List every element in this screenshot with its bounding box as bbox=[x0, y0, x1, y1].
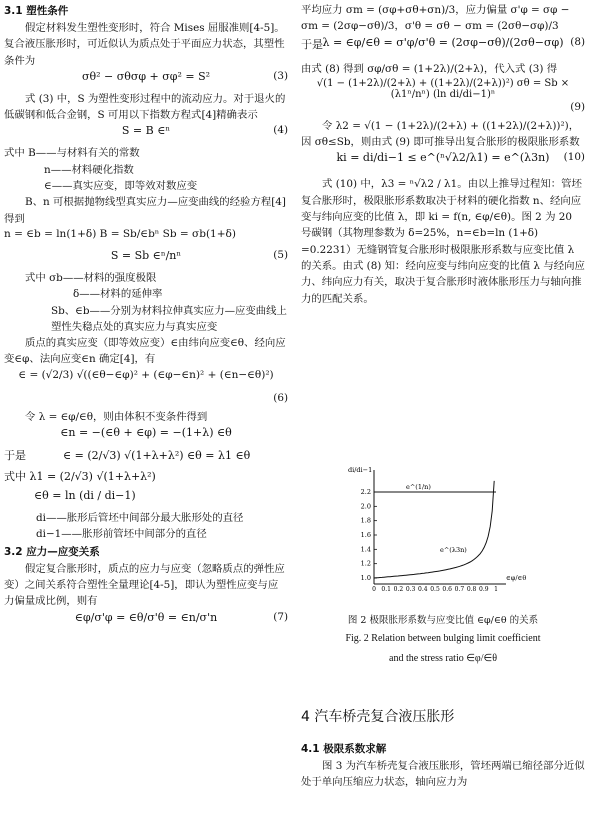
y-tick-label: 2.0 bbox=[360, 502, 371, 511]
equation-text: S = Sb ∈ⁿ/nⁿ bbox=[110, 248, 182, 262]
paragraph: 质点的真实应变（即等效应变）∈由纬向应变∈θ、经向应变∈φ、法向应变∈n 确定[4]，有 bbox=[4, 337, 286, 366]
equation-text: λ = ∈φ/∈θ = σ'φ/σ'θ = (2σφ−σθ)/(2σθ−σφ) bbox=[322, 35, 564, 49]
equation-text: σθ² − σθσφ + σφ² = S² bbox=[81, 69, 211, 83]
x-axis-label: ∈φ/∈θ bbox=[506, 574, 527, 582]
definition: Sb、∈b——分别为材料拉伸真实应力—应变曲线上塑性失稳点处的真实应力与真实应变 bbox=[51, 304, 287, 333]
equation-3 bbox=[4, 70, 288, 90]
x-tick-label: 0.5 bbox=[430, 586, 440, 593]
curve-label: e^(λ3n) bbox=[440, 546, 467, 554]
y-tick-label: 1.4 bbox=[360, 545, 371, 554]
equation-9 bbox=[301, 78, 585, 100]
paragraph: 令 λ2 = √(1 − (1+2λ)/(2+λ) + ((1+2λ)/(2+λ))²)，因 σθ≤Sb，则由式 (9) 即可推导出复合胀形的极限胀形系数 bbox=[301, 119, 580, 149]
x-tick-label: 0 bbox=[372, 586, 376, 593]
x-tick-label: 0.8 bbox=[466, 586, 477, 593]
paragraph: 于是 bbox=[4, 449, 26, 463]
paragraph: 式 (3) 中，S 为塑性变形过程中的流动应力。对于退火的低碳钢和低合金钢，S 可用以下指数方程式[4]精确表示 bbox=[4, 92, 286, 122]
equation-number: (10) bbox=[563, 151, 585, 164]
y-tick-label: 1.8 bbox=[360, 516, 371, 525]
y-tick-label: 2.2 bbox=[360, 488, 371, 496]
equation-6d bbox=[4, 489, 288, 509]
figure-2-plot bbox=[346, 460, 536, 596]
x-tick-labels bbox=[372, 586, 498, 593]
paragraph: 由式 (8) 得到 σφ/σθ = (1+2λ)/(2+λ)，代入式 (3) 得 bbox=[301, 62, 558, 75]
x-tick-label: 0.7 bbox=[454, 586, 465, 593]
definition: n——材料硬化指数 bbox=[44, 163, 134, 176]
figure-caption-en-1: Fig. 2 Relation between bulging limit coefficient bbox=[345, 633, 541, 644]
equation-number: (3) bbox=[273, 69, 288, 82]
paragraph: 假定复合胀形时，质点的应力与应变（忽略质点的弹性应变）之间关系符合塑性全量理论[4-5]，即认为塑性应变与应力偏量成比例，则有 bbox=[4, 562, 285, 608]
y-tick-labels bbox=[361, 488, 377, 582]
paragraph: 令 λ = ∈φ/∈θ，则由体积不变条件得到 bbox=[25, 410, 208, 423]
equation-text: S = B ∈ⁿ bbox=[121, 124, 171, 138]
definition: 式中 σb——材料的强度极限 bbox=[25, 271, 157, 284]
equation-7 bbox=[4, 611, 288, 633]
paragraph: 假定材料发生塑性变形时，符合 Mises 屈服准则[4-5]。复合液压胀形时，可近似认为质点处于平面应力状态，其塑性条件为 bbox=[4, 22, 285, 67]
equation-10 bbox=[301, 151, 585, 175]
equation-text: 式中 λ1 = (2/√3) √(1+λ+λ²) bbox=[4, 470, 156, 484]
equation-number: (6) bbox=[273, 391, 288, 404]
paragraph: 平均应力 σm = (σφ+σθ+σn)/3，应力偏量 σ'φ = σφ − σm = (2σφ−σθ)/3，σ'θ = σθ − σm = (2σθ−σφ)/3 bbox=[301, 4, 570, 33]
equation-6 bbox=[4, 369, 288, 391]
equation-text: ∈ = (√2/3) √((∈θ−∈φ)² + (∈φ−∈n)² + (∈n−∈θ)²) bbox=[18, 368, 274, 381]
paragraph: 式 (10) 中，λ3 = ⁿ√λ2 / λ1。由以上推导过程知：管坯复合胀形时，极限胀形系数取决于材料的硬化指数 n、经向应变与纬向应变的比值 λ，即 ki = f(n, ∈φ/∈θ)。图 2 为 20 号碳钢（其物理参数为 δ=25%，n=∈b=ln (1+δ) =0.2231）无缝钢管复合胀形时极限胀形系数与应变比值 λ 的关系。由式 (8) 知：经向应变与纬向应变的比值 λ 与经向应力、纬向应力有关，取决于复合胀形时液体胀形压力与轴向推力的匹配关系。 bbox=[301, 178, 585, 305]
equation-6b bbox=[4, 426, 288, 446]
figure-caption-cn: 图 2 极限胀形系数与应变比值 ∈φ/∈θ 的关系 bbox=[347, 615, 539, 626]
y-tick-label: 1.0 bbox=[360, 574, 371, 582]
equation-5a bbox=[4, 228, 288, 248]
definition: 式中 B——与材料有关的常数 bbox=[4, 147, 140, 160]
equation-text: n = ∈b = ln(1+δ) B = Sb/∈bⁿ Sb = σb(1+δ) bbox=[4, 227, 236, 240]
y-axis-label: di/di−1 bbox=[348, 466, 373, 474]
definition: di——胀形后管坯中间部分最大胀形处的直径 bbox=[36, 512, 244, 525]
plot-axes bbox=[374, 470, 506, 584]
equation-text: ∈φ/σ'φ = ∈θ/σ'θ = ∈n/σ'n bbox=[74, 610, 218, 624]
y-tick-label: 1.2 bbox=[360, 559, 371, 568]
definition: di−1——胀形前管坯中间部分的直径 bbox=[36, 528, 207, 541]
equation-number: (5) bbox=[273, 248, 288, 261]
equation-4 bbox=[4, 124, 288, 144]
x-tick-label: 0.4 bbox=[418, 586, 428, 593]
y-tick-label: 1.6 bbox=[360, 531, 371, 539]
equation-text: √(1 − (1+2λ)/(2+λ) + ((1+2λ)/(2+λ))²) σθ = Sb × (λ1ⁿ/nⁿ) (ln di/di−1)ⁿ bbox=[316, 77, 570, 100]
right-column bbox=[301, 0, 585, 817]
equation-6c bbox=[4, 447, 288, 467]
figure-caption-en-2: and the stress ratio ∈φ/∈θ bbox=[389, 653, 497, 664]
left-column bbox=[4, 0, 288, 817]
equation-number: (9) bbox=[570, 100, 585, 113]
section-heading-3-1: 3.1 塑性条件 bbox=[4, 5, 69, 17]
section-heading-4-1: 4.1 极限系数求解 bbox=[301, 743, 387, 755]
paragraph: 于是 bbox=[301, 37, 323, 51]
equation-text: ∈n = −(∈θ + ∈φ) = −(1+λ) ∈θ bbox=[60, 426, 232, 440]
equation-number: (4) bbox=[273, 124, 288, 137]
section-heading-4: 4 汽车桥壳复合液压胀形 bbox=[301, 709, 455, 725]
x-tick-label: 0.3 bbox=[405, 586, 416, 593]
equation-9-number-row bbox=[301, 101, 585, 117]
equation-5 bbox=[4, 249, 288, 269]
equation-text: ∈ = (2/√3) √(1+λ+λ²) ∈θ = λ1 ∈θ bbox=[63, 449, 251, 463]
definition: ∈——真实应变，即等效对数应变 bbox=[44, 180, 198, 193]
equation-lambda1 bbox=[4, 468, 288, 488]
x-tick-label: 0.2 bbox=[393, 586, 404, 593]
equation-text: ki = di/di−1 ≤ e^(ⁿ√λ2/λ1) = e^(λ3n) bbox=[336, 151, 550, 165]
equation-6-number-row bbox=[4, 392, 288, 408]
limit-curve bbox=[374, 481, 494, 578]
definition: δ——材料的延伸率 bbox=[73, 288, 163, 301]
x-tick-label: 0.1 bbox=[381, 586, 391, 593]
x-tick-label: 1 bbox=[494, 586, 498, 593]
x-tick-label: 0.6 bbox=[442, 586, 452, 593]
upper-line-label: e^(1/n) bbox=[406, 483, 431, 491]
equation-number: (8) bbox=[570, 35, 585, 48]
paragraph: 图 3 为汽车桥壳复合液压胀形，管坯两端已缩径部分近似处于单向压缩应力状态，轴向应力为 bbox=[301, 760, 585, 789]
section-heading-3-2: 3.2 应力—应变关系 bbox=[4, 545, 100, 558]
equation-text: ∈θ = ln (di / di−1) bbox=[34, 489, 136, 503]
equation-number: (7) bbox=[273, 610, 288, 623]
paragraph: B、n 可根据抛物线型真实应力—应变曲线的经验方程[4]得到 bbox=[4, 196, 286, 225]
equation-8 bbox=[301, 36, 585, 60]
x-tick-label: 0.9 bbox=[479, 586, 489, 593]
